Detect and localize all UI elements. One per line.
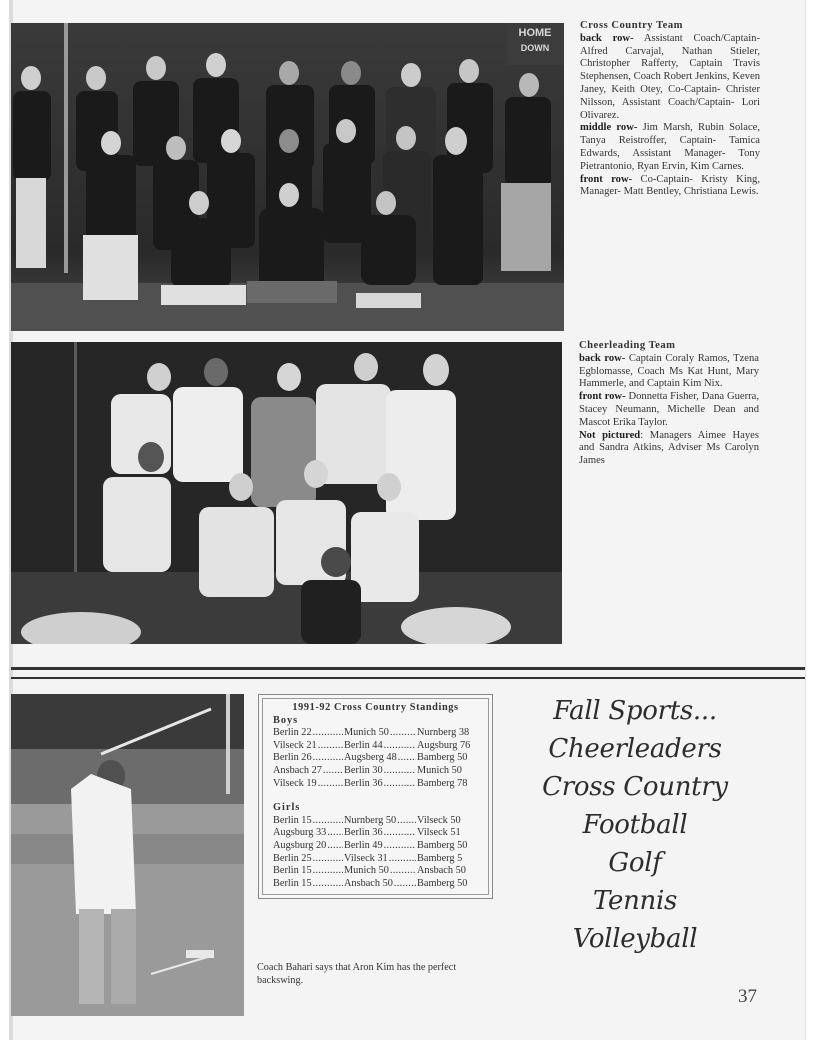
team-score: Ansbach 50 xyxy=(344,877,393,889)
standings-cell xyxy=(417,853,478,866)
standings-cell xyxy=(344,827,417,840)
scoreboard-down-text: DOWN xyxy=(520,43,550,53)
standings-row xyxy=(273,853,478,866)
dot-leader xyxy=(327,840,343,853)
dot-leader xyxy=(389,853,416,866)
standings-cell xyxy=(344,878,417,891)
standings-cell xyxy=(273,853,344,866)
section-divider-top xyxy=(11,667,805,670)
sport-cross-country: Cross Country xyxy=(542,772,728,802)
standings-cell xyxy=(273,765,344,778)
standings-cell xyxy=(273,752,344,765)
team-score: Vilseck 19 xyxy=(273,777,317,789)
dot-leader xyxy=(384,740,416,753)
dot-leader xyxy=(313,878,343,891)
standings-row xyxy=(273,815,478,828)
row-label: front row- xyxy=(579,391,626,403)
team-score: Munich 50 xyxy=(344,865,389,877)
cross-country-team-photo xyxy=(11,23,564,331)
standings-cell xyxy=(273,865,344,878)
sport-tennis: Tennis xyxy=(592,886,678,916)
team-score: Nurnberg 50 xyxy=(344,814,397,826)
sport-golf: Golf xyxy=(608,848,662,878)
girls-heading: Girls xyxy=(273,802,301,814)
standings-row xyxy=(273,765,478,778)
team-score: Munich 50 xyxy=(417,764,462,776)
dot-leader xyxy=(327,827,343,840)
golf-photo-image xyxy=(11,694,244,1016)
standings-cell xyxy=(344,815,417,828)
standings-row xyxy=(273,752,478,765)
row-label: back row- xyxy=(579,352,626,364)
row-label: Not pictured xyxy=(579,429,641,441)
team-score: Berlin 15 xyxy=(273,865,312,877)
standings-cell xyxy=(417,752,478,765)
caption-title: Cheerleading Team xyxy=(579,340,676,351)
standings-row xyxy=(273,865,478,878)
team-score: Berlin 49 xyxy=(344,839,383,851)
standings-cell xyxy=(273,740,344,753)
dot-leader xyxy=(313,752,343,765)
standings-row xyxy=(273,878,478,891)
team-score: Berlin 15 xyxy=(273,814,312,826)
standings-cell xyxy=(417,865,478,878)
team-score: Berlin 22 xyxy=(273,727,312,739)
row-names: Captain Coraly Ramos, Tzena Egblomasse, Coach Ms Kat Hunt, Mary Hammerle, and Captain Kim Nix. xyxy=(579,352,759,390)
dot-leader xyxy=(397,815,416,828)
team-score: Berlin 30 xyxy=(344,764,383,776)
cross-country-caption xyxy=(580,20,760,199)
team-score: Vilseck 51 xyxy=(417,827,461,839)
dot-leader xyxy=(390,727,416,740)
team-score: Bamberg 50 xyxy=(417,877,468,889)
dot-leader xyxy=(318,778,343,791)
row-label: front row- xyxy=(580,173,633,185)
team-score: Berlin 44 xyxy=(344,739,383,751)
girls-results xyxy=(273,815,478,891)
standings-cell xyxy=(273,878,344,891)
team-score: Augsburg 76 xyxy=(417,739,471,751)
fall-sports-heading: Fall Sports... xyxy=(553,696,717,726)
dot-leader xyxy=(384,827,416,840)
standings-cell xyxy=(417,827,478,840)
standings-cell xyxy=(273,840,344,853)
golf-caption: Coach Bahari says that Aron Kim has the perfect backswing. xyxy=(257,962,457,986)
standings-cell xyxy=(273,815,344,828)
team-score: Augsberg 48 xyxy=(344,752,397,764)
row-names: Co-Captain- Kristy King, Manager- Matt Bentley, Christiana Lewis. xyxy=(580,173,761,198)
scoreboard-home-text: HOME xyxy=(518,27,552,39)
standings-cell xyxy=(344,752,417,765)
standings-table xyxy=(262,698,489,895)
row-names: Jim Marsh, Rubin Solace, Tanya Reistroffer, Captain- Tamica Edwards, Assistant Manager- Tony Pietrantonio, Ryan Ervin, Kim Carnes. xyxy=(580,122,760,172)
team-score: Berlin 26 xyxy=(273,752,312,764)
standings-cell xyxy=(344,853,417,866)
team-score: Augsburg 33 xyxy=(273,827,327,839)
cheerleading-team-photo xyxy=(11,342,562,644)
team-score: Bamberg 50 xyxy=(417,839,468,851)
team-score: Munich 50 xyxy=(344,727,389,739)
team-score: Berlin 15 xyxy=(273,877,312,889)
team-score: Augsburg 20 xyxy=(273,839,327,851)
standings-cell xyxy=(417,765,478,778)
cheerleading-photo-image xyxy=(11,342,562,644)
team-score: Vilseck 21 xyxy=(273,739,317,751)
standings-cell xyxy=(344,740,417,753)
sport-cheerleaders: Cheerleaders xyxy=(548,734,722,764)
boys-results xyxy=(273,727,478,790)
team-score: Vilseck 31 xyxy=(344,852,388,864)
standings-title: 1991-92 Cross Country Standings xyxy=(292,702,459,713)
standings-cell xyxy=(417,878,478,891)
fall-sports-list xyxy=(530,692,740,958)
team-score: Vilseck 50 xyxy=(417,814,461,826)
cross-country-photo-image xyxy=(11,23,564,331)
dot-leader xyxy=(384,778,416,791)
row-label: back row- xyxy=(580,32,634,44)
standings-row xyxy=(273,740,478,753)
dot-leader xyxy=(323,765,343,778)
caption-title: Cross Country Team xyxy=(580,20,683,31)
page-number: 37 xyxy=(738,986,757,1007)
team-score: Ansbach 27 xyxy=(273,764,322,776)
dot-leader xyxy=(398,752,416,765)
sport-volleyball: Volleyball xyxy=(572,924,698,954)
team-score: Berlin 36 xyxy=(344,827,383,839)
team-score: Bamberg 50 xyxy=(417,752,468,764)
dot-leader xyxy=(318,740,343,753)
standings-cell xyxy=(417,840,478,853)
standings-cell xyxy=(344,727,417,740)
standings-cell xyxy=(344,840,417,853)
standings-cell xyxy=(417,727,478,740)
dot-leader xyxy=(313,865,343,878)
dot-leader xyxy=(313,853,343,866)
row-label: middle row- xyxy=(580,122,638,134)
standings-cell xyxy=(273,727,344,740)
team-score: Bamberg 5 xyxy=(417,852,463,864)
section-divider-bottom xyxy=(11,677,805,679)
team-score: Bamberg 78 xyxy=(417,777,468,789)
row-names: Donnetta Fisher, Dana Guerra, Stacey Neumann, Michelle Dean and Mascot Erika Taylor. xyxy=(579,391,759,428)
dot-leader xyxy=(313,815,343,828)
cheerleading-caption xyxy=(579,340,759,468)
standings-box xyxy=(258,694,493,899)
standings-row xyxy=(273,840,478,853)
standings-cell xyxy=(417,815,478,828)
standings-cell xyxy=(273,827,344,840)
row-names: Assistant Coach/Captain- Alfred Carvajal, Nathan Stieler, Christopher Rafferty, Captain Travis Stephensen, Coach Robert Jenkins, Keven Janey, Keith Otey, Co-Captain- Christer Nilsson, Assistant Coach/Captain- Lori Olivarez. xyxy=(580,32,760,121)
standings-row xyxy=(273,778,478,791)
sport-football: Football xyxy=(582,810,688,840)
standings-row xyxy=(273,827,478,840)
team-score: Nurnberg 38 xyxy=(417,727,470,739)
team-score: Berlin 36 xyxy=(344,777,383,789)
row-names: : Managers Aimee Hayes and Sandra Atkins, Adviser Ms Carolyn James xyxy=(579,429,760,467)
standings-row xyxy=(273,727,478,740)
dot-leader xyxy=(313,727,343,740)
standings-cell xyxy=(344,865,417,878)
boys-heading: Boys xyxy=(273,714,299,726)
standings-cell xyxy=(344,765,417,778)
standings-cell xyxy=(273,778,344,791)
dot-leader xyxy=(390,865,416,878)
team-score: Berlin 25 xyxy=(273,852,312,864)
golf-photo xyxy=(11,694,244,1016)
standings-cell xyxy=(344,778,417,791)
dot-leader xyxy=(384,840,416,853)
dot-leader xyxy=(384,765,416,778)
team-score: Ansbach 50 xyxy=(417,865,466,877)
standings-cell xyxy=(417,778,478,791)
standings-cell xyxy=(417,740,478,753)
dot-leader xyxy=(394,878,416,891)
